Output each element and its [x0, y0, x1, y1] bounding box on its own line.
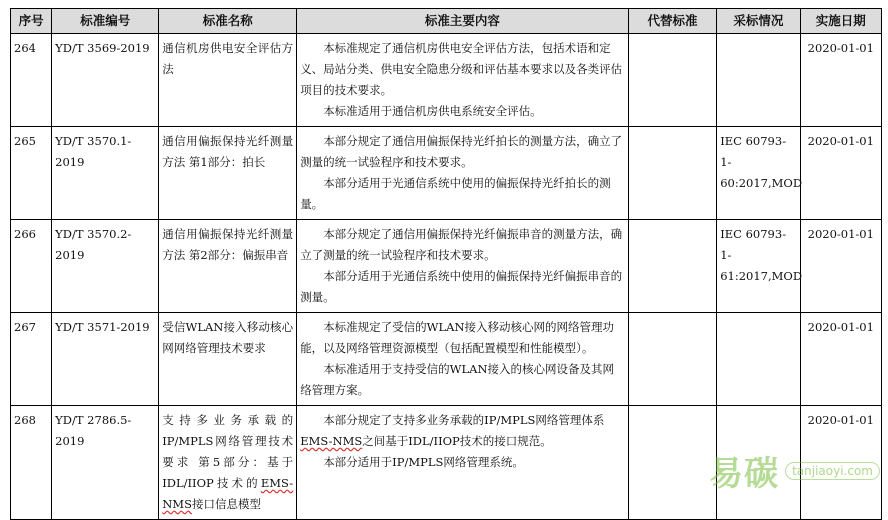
cell-name [159, 406, 297, 520]
table-header-row [11, 9, 882, 34]
cell-no: 267 [11, 313, 52, 406]
watermark-domain: tanjiaoyi.com [785, 462, 880, 480]
cell-content [297, 127, 629, 220]
cell-name: 受信WLAN接入移动核心网网络管理技术要求 [159, 313, 297, 406]
table-row [11, 406, 882, 520]
cell-code: YD/T 2786.5-2019 [52, 406, 159, 520]
cell-code: YD/T 3570.2-2019 [52, 220, 159, 313]
header-content: 标准主要内容 [297, 9, 629, 34]
name-text: 接口信息模型 [191, 497, 261, 511]
name-text: 支持多业务承载的IP/MPLS网络管理技术要求 第5部分：基于IDL/IIOP技术的 [162, 413, 294, 490]
cell-date: 2020-01-01 [800, 34, 881, 127]
content-paragraph: 本标准规定了通信机房供电安全评估方法，包括术语和定义、局站分类、供电安全隐患分级和评估基本要求以及各类评估项目的技术要求。 [300, 41, 623, 97]
content-paragraph [300, 410, 625, 452]
watermark-logo-text: 易碳 [709, 454, 780, 494]
cell-replaces [628, 127, 717, 220]
cell-adopt [717, 34, 800, 127]
header-code: 标准编号 [52, 9, 159, 34]
content-paragraph: 本标准适用于支持受信的WLAN接入的核心网设备及其网络管理方案。 [300, 362, 615, 397]
cell-adopt: IEC 60793-1-61:2017,MOD [717, 220, 800, 313]
cell-no: 265 [11, 127, 52, 220]
content-paragraph: 本部分规定了通信用偏振保持光纤拍长的测量方法，确立了测量的统一试验程序和技术要求。 [300, 134, 623, 169]
cell-adopt: IEC 60793-1-60:2017,MOD [717, 127, 800, 220]
cell-replaces [628, 34, 717, 127]
cell-no: 264 [11, 34, 52, 127]
header-name: 标准名称 [159, 9, 297, 34]
content-paragraph: 本部分适用于IP/MPLS网络管理系统。 [323, 455, 524, 469]
table-row [11, 313, 882, 406]
header-date: 实施日期 [800, 9, 881, 34]
name-text-flagged: EMS-NMS [162, 476, 294, 511]
cell-date: 2020-01-01 [800, 313, 881, 406]
cell-code: YD/T 3569-2019 [52, 34, 159, 127]
cell-code: YD/T 3571-2019 [52, 313, 159, 406]
cell-date: 2020-01-01 [800, 406, 881, 520]
cell-content [297, 406, 629, 520]
header-no: 序号 [11, 9, 52, 34]
cell-date: 2020-01-01 [800, 127, 881, 220]
cell-code: YD/T 3570.1-2019 [52, 127, 159, 220]
cell-date: 2020-01-01 [800, 220, 881, 313]
cell-adopt [717, 313, 800, 406]
content-paragraph: 本部分适用于光通信系统中使用的偏振保持光纤偏振串音的测量。 [300, 269, 623, 304]
content-text: 本部分规定了支持多业务承载的IP/MPLS网络管理体系 [323, 413, 605, 427]
cell-name: 通信用偏振保持光纤测量方法 第1部分：拍长 [159, 127, 297, 220]
cell-content [297, 34, 629, 127]
header-adopt: 采标情况 [717, 9, 800, 34]
cell-name: 通信用偏振保持光纤测量方法 第2部分：偏振串音 [159, 220, 297, 313]
header-replaces: 代替标准 [628, 9, 717, 34]
cell-replaces [628, 220, 717, 313]
cell-name: 通信机房供电安全评估方法 [159, 34, 297, 127]
table-row [11, 34, 882, 127]
cell-content [297, 313, 629, 406]
cell-no: 268 [11, 406, 52, 520]
content-paragraph: 本标准规定了受信的WLAN接入移动核心网的网络管理功能，以及网络管理资源模型（包括配置模型和性能模型）。 [300, 320, 615, 355]
content-text: 之间基于IDL/IIOP技术的接口规范。 [362, 434, 552, 448]
standards-table [10, 8, 882, 520]
cell-replaces [628, 313, 717, 406]
cell-no: 266 [11, 220, 52, 313]
cell-replaces [628, 406, 717, 520]
content-paragraph: 本标准适用于通信机房供电系统安全评估。 [323, 104, 542, 118]
cell-content [297, 220, 629, 313]
content-text-flagged: EMS-NMS [300, 434, 363, 448]
content-paragraph: 本部分适用于光通信系统中使用的偏振保持光纤拍长的测量。 [300, 176, 611, 211]
cell-adopt [717, 406, 800, 520]
table-row [11, 220, 882, 313]
table-row [11, 127, 882, 220]
content-paragraph: 本部分规定了通信用偏振保持光纤偏振串音的测量方法，确立了测量的统一试验程序和技术要求。 [300, 227, 623, 262]
